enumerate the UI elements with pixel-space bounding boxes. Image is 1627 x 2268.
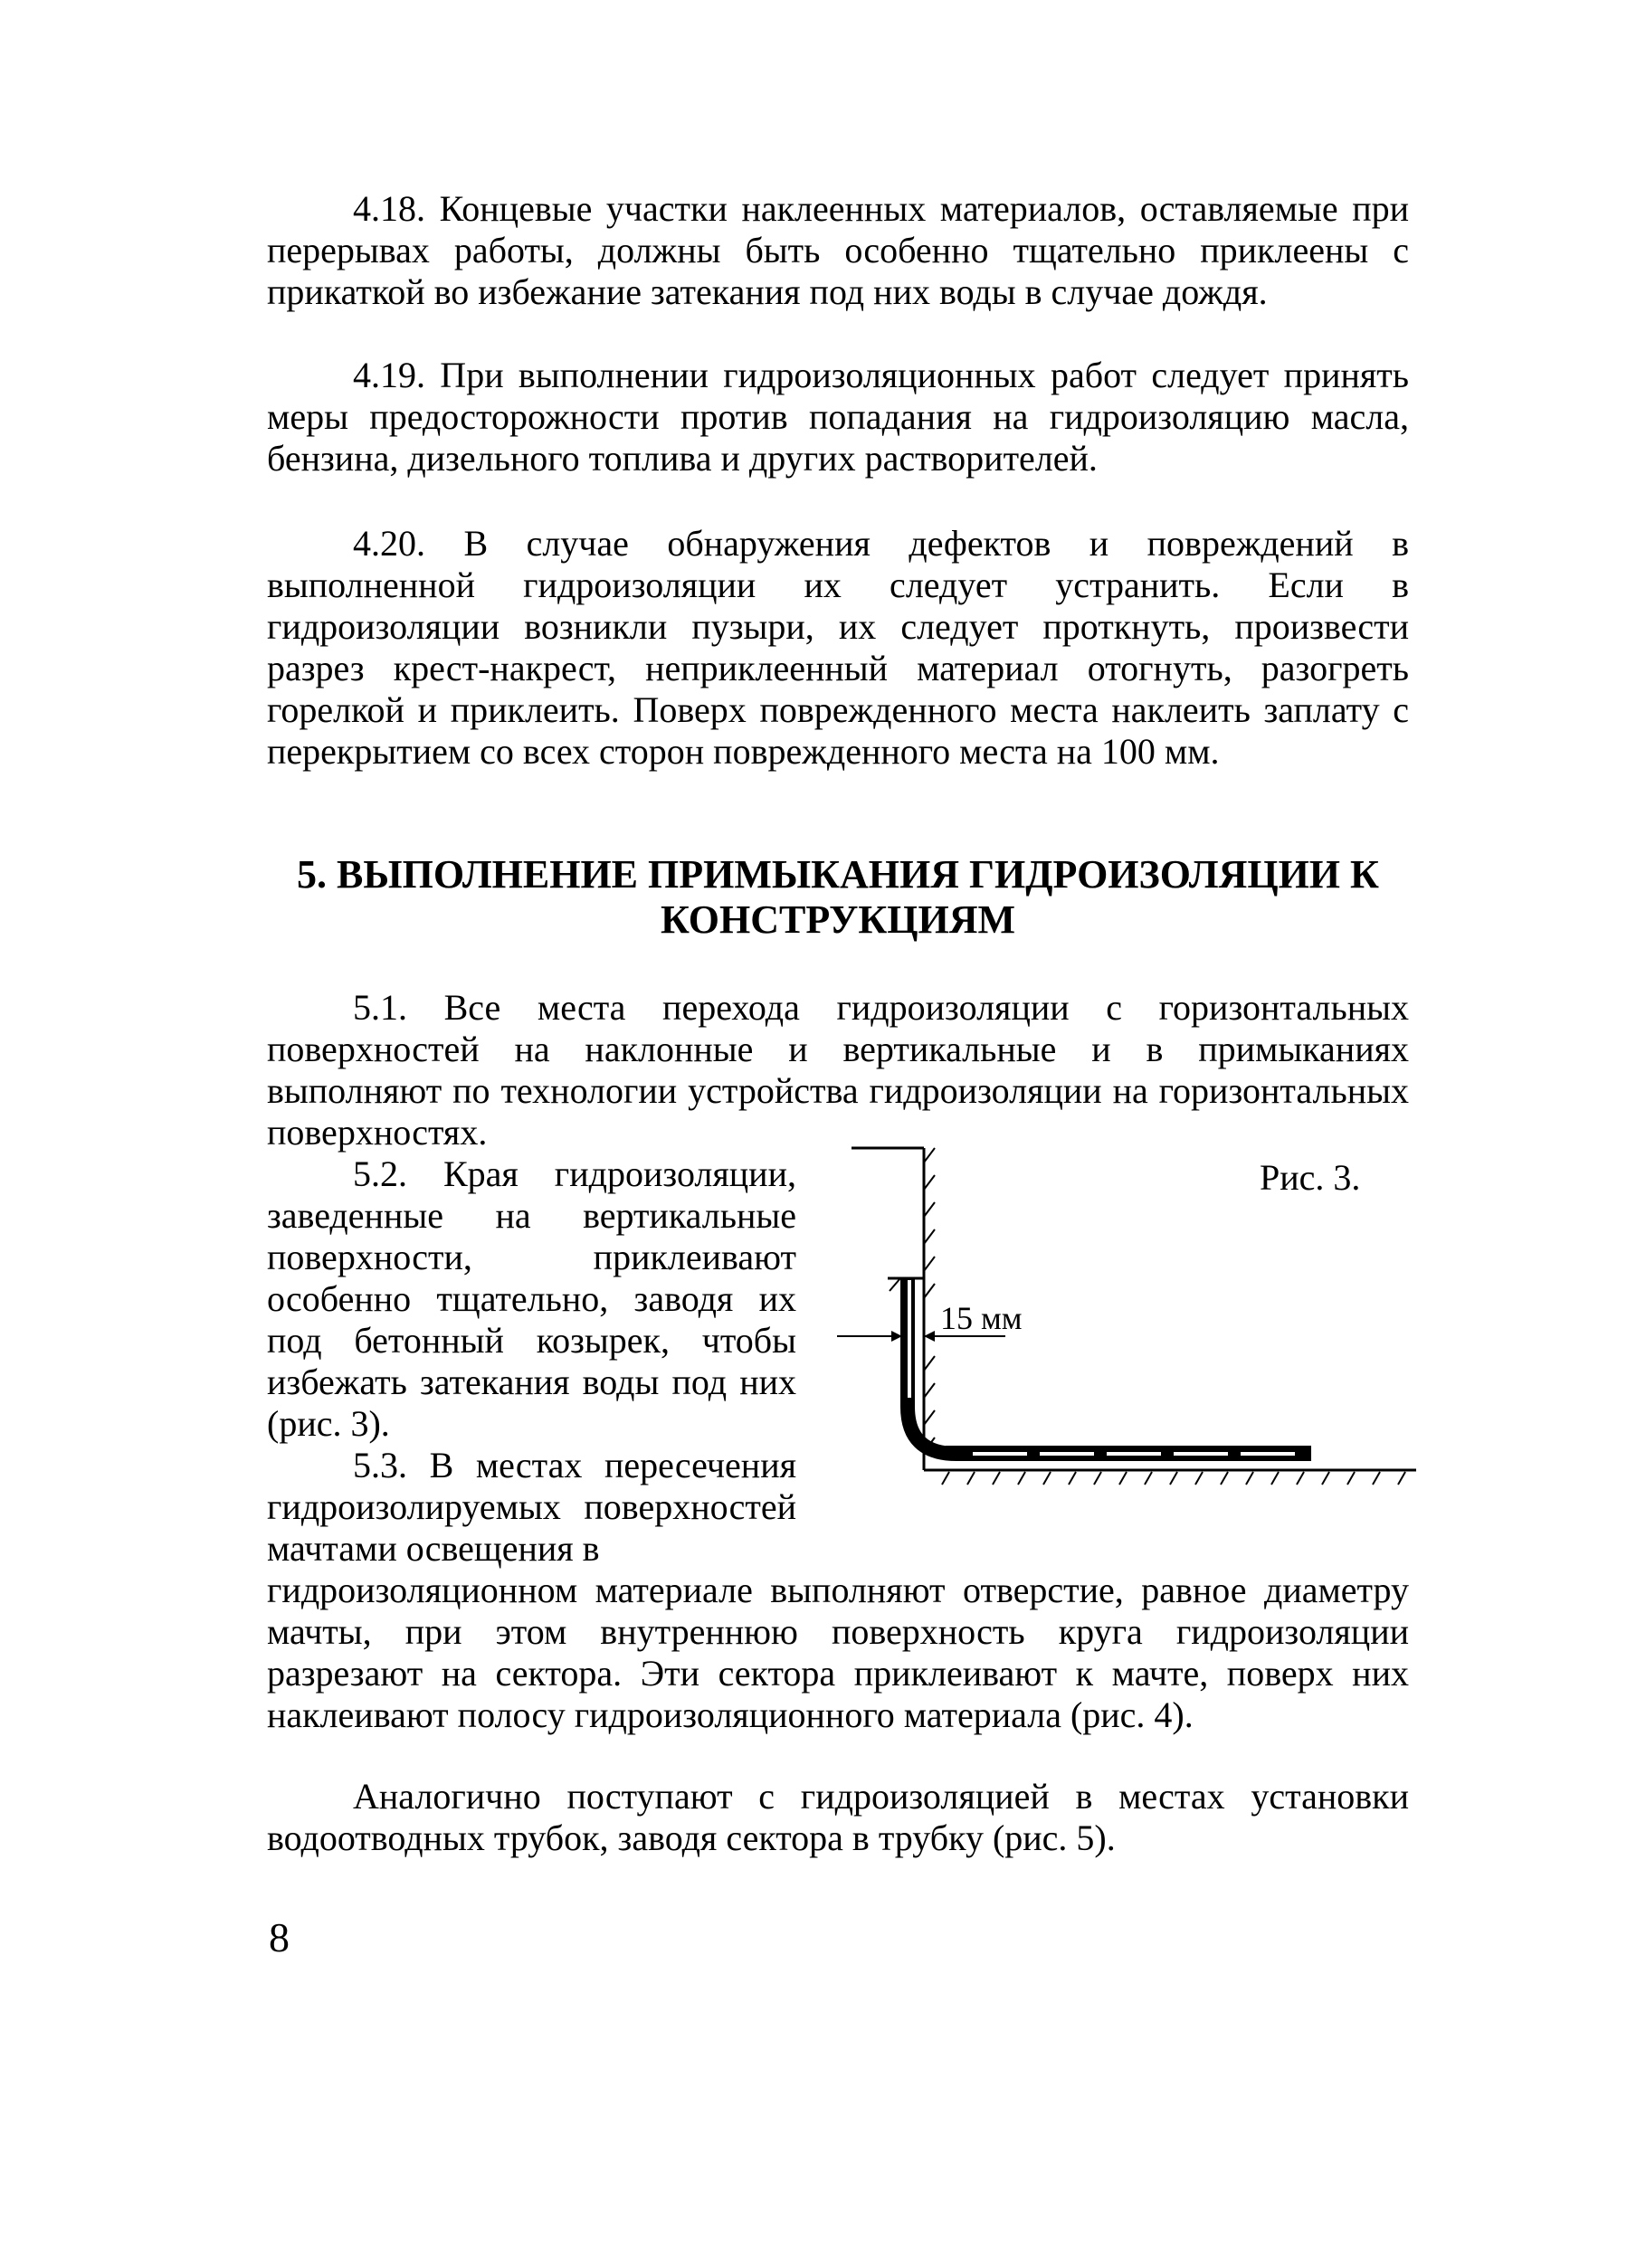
dimension-label: 15 мм [940,1300,1023,1336]
section-heading-line-1: 5. ВЫПОЛНЕНИЕ ПРИМЫКАНИЯ ГИДРОИЗОЛЯЦИИ К [297,852,1379,897]
paragraph-4-19: 4.19. При выполнении гидроизоляционных работ следует принять меры предосторожности против попадания на гидроизоляцию масла, бензина, дизельного топлива и других растворителей. [267,355,1409,479]
paragraph-5-2: 5.2. Края гидроизоляции, заведенные на вертикальные поверхности, приклеивают особенно тщательно, заводя их под бетонный козырек, чтобы избежать затекания воды под них (рис. 3). [267,1153,796,1444]
paragraph-5-1: 5.1. Все места перехода гидроизоляции с горизонтальных поверхностей на наклонные и вертикальные и в примыканиях выполняют по технологии устройства гидроизоляции на горизонтальных поверхностях. [267,987,1409,1153]
wall-hatching [924,1148,935,1452]
paragraph-5-3-start: 5.3. В местах пересечения гидроизолируемых поверхностей мачтами освещения в [267,1445,796,1569]
figure-3-drawing [837,1135,1416,1488]
section-heading [267,852,1409,943]
figure-caption: Рис. 3. [1260,1157,1361,1198]
section-heading-line-2: КОНСТРУКЦИЯМ [660,897,1016,942]
figure-3 [837,1135,1416,1493]
paragraph-4-20: 4.20. В случае обнаружения дефектов и повреждений в выполненной гидроизоляции их следует устранить. Если в гидроизоляции возникли пузыри, их следует проткнуть, произвести разрез крест-накрест, неприклеенный материал отогнуть, разогреть горелкой и приклеить. Поверх поврежденного места наклеить заплату с перекрытием со всех сторон поврежденного места на 100 мм. [267,523,1409,772]
paragraph-4-18: 4.18. Концевые участки наклеенных материалов, оставляемые при перерывах работы, должны быть особенно тщательно приклеены с прикаткой во избежание затекания под них воды в случае дождя. [267,188,1409,312]
page-number: 8 [269,1914,290,1960]
paragraph-analog: Аналогично поступают с гидроизоляцией в местах установки водоотводных трубок, заводя сектора в трубку (рис. 5). [267,1776,1409,1858]
base-hatching [942,1472,1405,1485]
paragraph-5-3-end: гидроизоляционном материале выполняют отверстие, равное диаметру мачты, при этом внутреннюю поверхность круга гидроизоляции разрезают на сектора. Эти сектора приклеивают к мачте, поверх них наклеивают полосу гидроизоляционного материала (рис. 4). [267,1570,1409,1735]
dimension-arrowhead-right [924,1331,935,1342]
